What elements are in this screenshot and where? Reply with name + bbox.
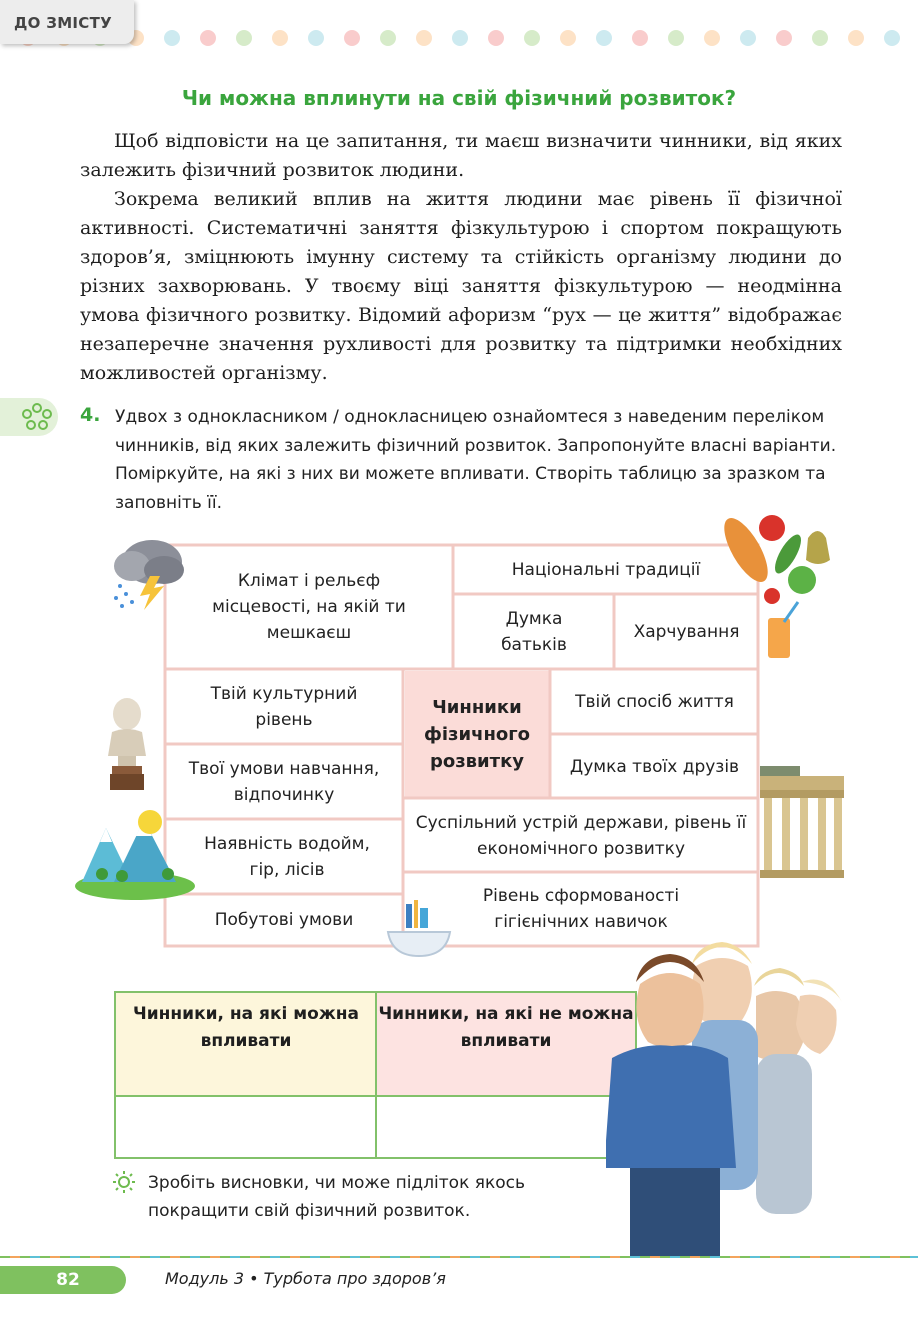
factor-household-text: Побутові умови [214, 910, 354, 930]
sink-icon [384, 898, 454, 962]
table-header-cannot-text: Чинники, на які не можна впливати [378, 1004, 634, 1051]
factor-nutrition-text: Харчування [633, 621, 740, 642]
bust-icon [104, 696, 150, 792]
factor-state [405, 800, 757, 871]
factor-hygiene-text: Рівень сформованості гігієнічних навичок [482, 886, 680, 932]
factor-lifestyle [552, 671, 757, 733]
task-number: 4. [80, 404, 101, 426]
paragraph-1: Щоб відповісти на це запитання, ти маєш визначити чинники, від яких залежить фізичний розвиток людини. [80, 130, 842, 181]
food-icon [716, 510, 844, 660]
decorative-dots [0, 30, 918, 46]
factor-traditions-text: Національні традиції [511, 560, 701, 580]
paragraph-2: Зокрема великий вплив на життя людини має рівень її фізичної активності. Систематичні заняття фізкультурою і спортом покращують здоров’я, зміцнюють імунну систему та стійкість організму людини до різних захворювань. У твоєму віці заняття фізкультурою — неодмінна умова фізичного розвитку. Відомий афоризм “рух — це життя” відображає незаперечне значення рухливості для розвитку та підтримки необхідних можливостей організму. [80, 188, 842, 384]
group-work-tab [0, 398, 58, 436]
table-header-can-text: Чинники, на які можна впливати [133, 1004, 359, 1051]
storm-cloud-icon [106, 530, 188, 612]
factor-friends [552, 736, 757, 797]
factor-parents-text: Думка батьків [501, 608, 567, 655]
mountains-icon [72, 804, 198, 904]
module-title: Модуль 3 • Турбота про здоров’я [165, 1269, 446, 1288]
building-icon [760, 766, 844, 878]
group-icon [20, 402, 54, 432]
task-text: Удвох з однокласником / однокласницею ознайомтеся з наведеним переліком чинників, від яких залежить фізичний розвиток. Запропонуйте власні варіанти. Поміркуйте, на які з них ви можете впливати. Створіть таблицю за зразком та заповніть її. [115, 407, 837, 513]
toc-button[interactable]: ДО ЗМІСТУ [0, 0, 134, 44]
factor-study-text: Твої умови навчання, відпочинку [188, 759, 380, 805]
factor-household [166, 896, 402, 944]
factor-nature-text: Наявність водойм, гір, лісів [204, 834, 370, 880]
factor-lifestyle-text: Твій спосіб життя [575, 692, 734, 712]
table-divider-vertical [375, 993, 377, 1157]
factor-culture [166, 671, 402, 743]
factors-center-text: Чинники фізичного розвитку [423, 696, 531, 772]
factor-friends-text: Думка твоїх друзів [569, 756, 740, 777]
page-number: 82 [0, 1266, 126, 1294]
results-table [114, 991, 637, 1159]
factor-climate [166, 547, 452, 667]
conclusion-text: Зробіть висновки, чи може підліток якось покращити свій фізичний розвиток. [148, 1173, 526, 1221]
sun-icon [112, 1170, 136, 1194]
factor-state-text: Суспільний устрій держави, рівень її економічного розвитку [415, 812, 747, 859]
factor-traditions [455, 547, 757, 593]
section-heading: Чи можна вплинути на свій фізичний розвиток? [181, 86, 737, 110]
footer-dashes [0, 1255, 918, 1259]
factor-culture-text: Твій культурний рівень [210, 684, 358, 730]
table-divider-horizontal [116, 1095, 635, 1097]
children-photo [606, 926, 846, 1256]
factor-parents [455, 596, 613, 667]
factor-climate-text: Клімат і рельєф місцевості, на якій ти мешкаєш [212, 571, 406, 643]
factor-study [166, 746, 402, 818]
factor-nature [166, 821, 402, 893]
factors-center [405, 671, 549, 797]
